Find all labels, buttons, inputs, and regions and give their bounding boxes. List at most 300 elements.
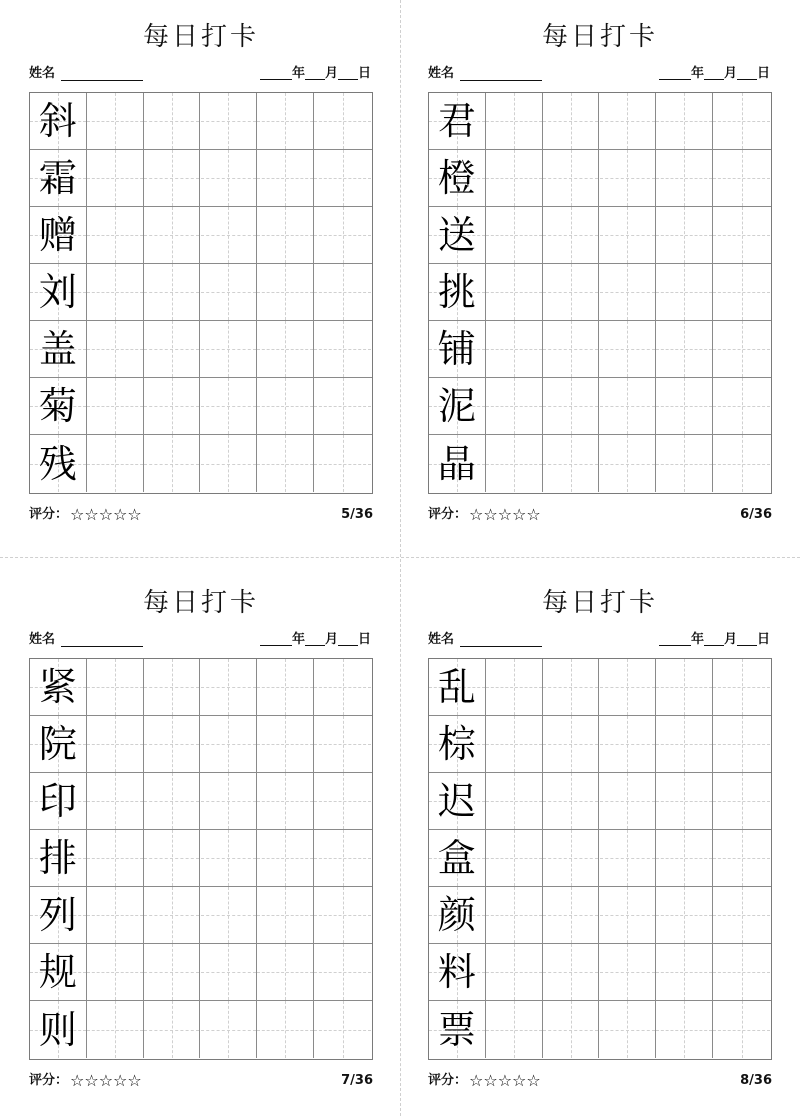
grid-row bbox=[429, 944, 771, 1001]
star-icon[interactable]: ☆ bbox=[526, 1071, 541, 1090]
practice-cell[interactable] bbox=[257, 321, 314, 377]
grid-row bbox=[429, 93, 771, 150]
month-field[interactable] bbox=[704, 645, 724, 646]
model-character: 颜 bbox=[437, 893, 476, 937]
practice-cell[interactable] bbox=[486, 773, 543, 829]
practice-cell[interactable] bbox=[257, 773, 314, 829]
practice-cell[interactable] bbox=[257, 378, 314, 434]
practice-cell[interactable] bbox=[486, 716, 543, 772]
model-character: 橙 bbox=[437, 156, 476, 200]
guide-line-vertical bbox=[343, 93, 344, 149]
practice-cell[interactable] bbox=[543, 207, 600, 263]
grid-row bbox=[429, 1001, 771, 1058]
practice-cell[interactable] bbox=[713, 659, 770, 715]
practice-cell[interactable] bbox=[600, 716, 657, 772]
practice-card bbox=[29, 566, 373, 1090]
practice-cell[interactable] bbox=[201, 944, 258, 1000]
practice-cell[interactable] bbox=[486, 207, 543, 263]
practice-cell[interactable] bbox=[486, 659, 543, 715]
practice-cell[interactable] bbox=[713, 830, 770, 886]
guide-line-vertical bbox=[172, 321, 173, 377]
grid-row bbox=[429, 773, 771, 830]
practice-cell[interactable] bbox=[314, 659, 371, 715]
practice-cell[interactable] bbox=[713, 150, 770, 206]
practice-cell[interactable] bbox=[486, 378, 543, 434]
practice-cell[interactable] bbox=[201, 150, 258, 206]
guide-line-vertical bbox=[742, 378, 743, 434]
model-character-cell bbox=[429, 207, 486, 263]
guide-line-vertical bbox=[285, 1001, 286, 1058]
model-character-cell bbox=[30, 378, 87, 434]
rating-stars[interactable] bbox=[469, 506, 541, 524]
practice-cell[interactable] bbox=[144, 716, 201, 772]
practice-cell[interactable] bbox=[257, 93, 314, 149]
day-label: 日 bbox=[756, 66, 770, 81]
practice-cell[interactable] bbox=[713, 321, 770, 377]
name-field[interactable] bbox=[61, 646, 143, 647]
practice-cell[interactable] bbox=[144, 1001, 201, 1058]
star-icon[interactable]: ☆ bbox=[497, 505, 513, 524]
score-label: 评分： bbox=[29, 507, 69, 522]
practice-cell[interactable] bbox=[87, 716, 144, 772]
practice-cell[interactable] bbox=[314, 435, 371, 492]
practice-cell[interactable] bbox=[144, 207, 201, 263]
guide-line-vertical bbox=[627, 435, 628, 492]
practice-cell[interactable] bbox=[486, 887, 543, 943]
writing-grid bbox=[29, 92, 373, 494]
practice-cell[interactable] bbox=[144, 321, 201, 377]
practice-cell[interactable] bbox=[486, 93, 543, 149]
practice-cell[interactable] bbox=[486, 321, 543, 377]
model-character-cell bbox=[429, 887, 486, 943]
guide-line-vertical bbox=[571, 773, 572, 829]
name-field[interactable] bbox=[61, 80, 143, 81]
day-field[interactable] bbox=[737, 79, 757, 80]
practice-cell[interactable] bbox=[201, 378, 258, 434]
guide-line-vertical bbox=[514, 773, 515, 829]
practice-cell[interactable] bbox=[543, 435, 600, 492]
guide-line-vertical bbox=[571, 944, 572, 1000]
practice-cell[interactable] bbox=[87, 93, 144, 149]
practice-cell[interactable] bbox=[486, 944, 543, 1000]
practice-cell[interactable] bbox=[87, 321, 144, 377]
practice-cell[interactable] bbox=[201, 887, 258, 943]
model-character: 票 bbox=[437, 1007, 476, 1052]
model-character: 迟 bbox=[437, 779, 476, 823]
model-character: 赠 bbox=[38, 213, 77, 257]
month-field[interactable] bbox=[305, 645, 325, 646]
guide-line-vertical bbox=[343, 659, 344, 715]
practice-cell[interactable] bbox=[600, 887, 657, 943]
month-field[interactable] bbox=[305, 79, 325, 80]
star-icon[interactable]: ☆ bbox=[70, 505, 85, 524]
model-character-cell bbox=[429, 773, 486, 829]
practice-cell[interactable] bbox=[87, 944, 144, 1000]
practice-cell[interactable] bbox=[87, 887, 144, 943]
day-label: 日 bbox=[357, 632, 371, 647]
practice-cell[interactable] bbox=[656, 93, 713, 149]
year-field[interactable] bbox=[659, 79, 691, 80]
practice-cell[interactable] bbox=[144, 773, 201, 829]
score-label: 评分： bbox=[29, 1073, 69, 1088]
practice-cell[interactable] bbox=[201, 716, 258, 772]
practice-cell[interactable] bbox=[543, 1001, 600, 1058]
practice-cell[interactable] bbox=[600, 944, 657, 1000]
practice-cell[interactable] bbox=[600, 773, 657, 829]
practice-cell[interactable] bbox=[656, 887, 713, 943]
guide-line-vertical bbox=[742, 830, 743, 886]
practice-cell[interactable] bbox=[257, 1001, 314, 1058]
guide-line-vertical bbox=[172, 264, 173, 320]
rating-stars[interactable] bbox=[70, 506, 142, 524]
model-character-cell bbox=[30, 1001, 87, 1058]
name-field[interactable] bbox=[460, 80, 542, 81]
guide-line-vertical bbox=[285, 944, 286, 1000]
practice-cell[interactable] bbox=[543, 378, 600, 434]
date-row bbox=[260, 632, 371, 648]
guide-line-vertical bbox=[627, 264, 628, 320]
grid-row bbox=[30, 716, 372, 773]
guide-line-vertical bbox=[172, 150, 173, 206]
practice-cell[interactable] bbox=[201, 321, 258, 377]
model-character-cell bbox=[429, 944, 486, 1000]
practice-cell[interactable] bbox=[713, 773, 770, 829]
practice-cell[interactable] bbox=[600, 207, 657, 263]
practice-cell[interactable] bbox=[201, 659, 258, 715]
star-icon[interactable]: ☆ bbox=[127, 1071, 142, 1090]
practice-cell[interactable] bbox=[201, 773, 258, 829]
practice-cell[interactable] bbox=[144, 378, 201, 434]
guide-line-vertical bbox=[742, 207, 743, 263]
practice-cell[interactable] bbox=[713, 264, 770, 320]
model-character: 送 bbox=[437, 213, 476, 257]
practice-cell[interactable] bbox=[543, 716, 600, 772]
model-character-cell bbox=[30, 887, 87, 943]
practice-cell[interactable] bbox=[144, 93, 201, 149]
star-icon[interactable]: ☆ bbox=[483, 505, 498, 524]
practice-cell[interactable] bbox=[543, 773, 600, 829]
practice-cell[interactable] bbox=[144, 830, 201, 886]
guide-line-vertical bbox=[172, 93, 173, 149]
practice-cell[interactable] bbox=[656, 716, 713, 772]
guide-line-vertical bbox=[627, 378, 628, 434]
practice-cell[interactable] bbox=[201, 93, 258, 149]
guide-line-vertical bbox=[343, 264, 344, 320]
guide-line-vertical bbox=[684, 207, 685, 263]
practice-cell[interactable] bbox=[257, 887, 314, 943]
practice-cell[interactable] bbox=[87, 1001, 144, 1058]
practice-cell[interactable] bbox=[656, 1001, 713, 1058]
practice-cell[interactable] bbox=[257, 716, 314, 772]
practice-cell[interactable] bbox=[656, 378, 713, 434]
grid-row bbox=[30, 264, 372, 321]
guide-line-vertical bbox=[742, 659, 743, 715]
practice-cell[interactable] bbox=[543, 944, 600, 1000]
practice-cell[interactable] bbox=[600, 264, 657, 320]
practice-cell[interactable] bbox=[486, 1001, 543, 1058]
year-field[interactable] bbox=[260, 645, 292, 646]
day-label: 日 bbox=[357, 66, 371, 81]
guide-line-vertical bbox=[228, 830, 229, 886]
guide-line-vertical bbox=[343, 1001, 344, 1058]
practice-cell[interactable] bbox=[656, 830, 713, 886]
rating-stars[interactable] bbox=[70, 1072, 142, 1090]
guide-line-vertical bbox=[343, 887, 344, 943]
model-character: 挑 bbox=[437, 270, 476, 314]
practice-cell[interactable] bbox=[314, 207, 371, 263]
guide-line-vertical bbox=[228, 944, 229, 1000]
practice-cell[interactable] bbox=[486, 830, 543, 886]
practice-cell[interactable] bbox=[257, 264, 314, 320]
guide-line-vertical bbox=[115, 150, 116, 206]
guide-line-vertical bbox=[571, 150, 572, 206]
star-icon[interactable]: ☆ bbox=[512, 505, 527, 524]
guide-line-vertical bbox=[627, 93, 628, 149]
practice-cell[interactable] bbox=[314, 93, 371, 149]
grid-row bbox=[30, 944, 372, 1001]
guide-line-vertical bbox=[514, 321, 515, 377]
practice-cell[interactable] bbox=[144, 659, 201, 715]
star-icon[interactable]: ☆ bbox=[483, 1071, 498, 1090]
star-icon[interactable]: ☆ bbox=[98, 505, 114, 524]
guide-line-vertical bbox=[228, 659, 229, 715]
star-icon[interactable]: ☆ bbox=[469, 505, 484, 524]
model-character-cell bbox=[30, 773, 87, 829]
practice-cell[interactable] bbox=[314, 716, 371, 772]
practice-cell[interactable] bbox=[314, 887, 371, 943]
guide-line-vertical bbox=[684, 378, 685, 434]
practice-cell[interactable] bbox=[257, 435, 314, 492]
star-icon[interactable]: ☆ bbox=[512, 1071, 527, 1090]
guide-line-vertical bbox=[514, 944, 515, 1000]
practice-cell[interactable] bbox=[713, 887, 770, 943]
practice-cell[interactable] bbox=[87, 207, 144, 263]
practice-cell[interactable] bbox=[201, 830, 258, 886]
practice-cell[interactable] bbox=[600, 321, 657, 377]
practice-cell[interactable] bbox=[600, 93, 657, 149]
cut-line-horizontal bbox=[0, 557, 800, 558]
practice-cell[interactable] bbox=[201, 207, 258, 263]
practice-cell[interactable] bbox=[87, 773, 144, 829]
practice-cell[interactable] bbox=[314, 378, 371, 434]
model-character-cell bbox=[30, 321, 87, 377]
practice-cell[interactable] bbox=[600, 830, 657, 886]
guide-line-vertical bbox=[115, 264, 116, 320]
practice-cell[interactable] bbox=[543, 659, 600, 715]
practice-cell[interactable] bbox=[656, 150, 713, 206]
score-row bbox=[29, 1072, 142, 1090]
practice-cell[interactable] bbox=[543, 93, 600, 149]
practice-cell[interactable] bbox=[486, 150, 543, 206]
practice-cell[interactable] bbox=[314, 150, 371, 206]
guide-line-vertical bbox=[627, 321, 628, 377]
star-icon[interactable]: ☆ bbox=[113, 1071, 128, 1090]
guide-line-vertical bbox=[343, 150, 344, 206]
guide-line-vertical bbox=[742, 944, 743, 1000]
practice-cell[interactable] bbox=[656, 264, 713, 320]
guide-line-vertical bbox=[228, 321, 229, 377]
practice-cell[interactable] bbox=[543, 150, 600, 206]
guide-line-vertical bbox=[571, 830, 572, 886]
practice-cell[interactable] bbox=[713, 944, 770, 1000]
practice-cell[interactable] bbox=[257, 944, 314, 1000]
guide-line-vertical bbox=[684, 93, 685, 149]
practice-cell[interactable] bbox=[713, 378, 770, 434]
practice-cell[interactable] bbox=[314, 773, 371, 829]
practice-cell[interactable] bbox=[314, 944, 371, 1000]
practice-cell[interactable] bbox=[144, 264, 201, 320]
month-field[interactable] bbox=[704, 79, 724, 80]
year-label: 年 bbox=[291, 66, 305, 81]
practice-cell[interactable] bbox=[144, 887, 201, 943]
practice-cell[interactable] bbox=[543, 264, 600, 320]
day-field[interactable] bbox=[338, 79, 358, 80]
practice-cell[interactable] bbox=[713, 93, 770, 149]
guide-line-vertical bbox=[115, 830, 116, 886]
rating-stars[interactable] bbox=[469, 1072, 541, 1090]
practice-cell[interactable] bbox=[201, 435, 258, 492]
guide-line-vertical bbox=[285, 887, 286, 943]
star-icon[interactable]: ☆ bbox=[113, 505, 128, 524]
model-character: 棕 bbox=[437, 722, 476, 766]
practice-cell[interactable] bbox=[543, 887, 600, 943]
name-label: 姓名 bbox=[428, 632, 455, 647]
practice-cell[interactable] bbox=[87, 150, 144, 206]
month-label: 月 bbox=[723, 66, 737, 81]
guide-line-vertical bbox=[285, 378, 286, 434]
guide-line-vertical bbox=[571, 93, 572, 149]
practice-cell[interactable] bbox=[656, 944, 713, 1000]
guide-line-vertical bbox=[627, 887, 628, 943]
grid-row bbox=[30, 1001, 372, 1058]
star-icon[interactable]: ☆ bbox=[469, 1071, 484, 1090]
star-icon[interactable]: ☆ bbox=[98, 1071, 114, 1090]
card-title: 每日打卡 bbox=[142, 588, 259, 618]
practice-cell[interactable] bbox=[600, 378, 657, 434]
grid-row bbox=[30, 887, 372, 944]
practice-cell[interactable] bbox=[314, 321, 371, 377]
name-field[interactable] bbox=[460, 646, 542, 647]
practice-cell[interactable] bbox=[87, 378, 144, 434]
practice-cell[interactable] bbox=[87, 830, 144, 886]
guide-line-vertical bbox=[742, 93, 743, 149]
practice-cell[interactable] bbox=[257, 659, 314, 715]
practice-cell[interactable] bbox=[713, 207, 770, 263]
guide-line-vertical bbox=[742, 264, 743, 320]
practice-cell[interactable] bbox=[713, 1001, 770, 1058]
practice-cell[interactable] bbox=[543, 321, 600, 377]
model-character: 院 bbox=[38, 722, 77, 766]
practice-cell[interactable] bbox=[314, 1001, 371, 1058]
grid-row bbox=[30, 378, 372, 435]
guide-line-vertical bbox=[514, 264, 515, 320]
guide-line-vertical bbox=[228, 264, 229, 320]
guide-line-vertical bbox=[514, 1001, 515, 1058]
guide-line-vertical bbox=[115, 435, 116, 492]
guide-line-vertical bbox=[285, 773, 286, 829]
practice-cell[interactable] bbox=[656, 773, 713, 829]
practice-cell[interactable] bbox=[656, 321, 713, 377]
practice-cell[interactable] bbox=[257, 207, 314, 263]
practice-cell[interactable] bbox=[87, 435, 144, 492]
practice-cell[interactable] bbox=[656, 435, 713, 492]
practice-cell[interactable] bbox=[600, 1001, 657, 1058]
practice-cell[interactable] bbox=[600, 150, 657, 206]
practice-cell[interactable] bbox=[201, 1001, 258, 1058]
practice-cell[interactable] bbox=[314, 830, 371, 886]
practice-cell[interactable] bbox=[656, 659, 713, 715]
practice-cell[interactable] bbox=[144, 944, 201, 1000]
model-character: 晶 bbox=[437, 441, 476, 486]
guide-line-vertical bbox=[115, 378, 116, 434]
model-character-cell bbox=[429, 435, 486, 492]
day-field[interactable] bbox=[737, 645, 757, 646]
model-character-cell bbox=[429, 264, 486, 320]
grid-row bbox=[30, 207, 372, 264]
year-field[interactable] bbox=[659, 645, 691, 646]
practice-cell[interactable] bbox=[486, 264, 543, 320]
grid-row bbox=[429, 264, 771, 321]
guide-line-vertical bbox=[627, 830, 628, 886]
star-icon[interactable]: ☆ bbox=[127, 505, 142, 524]
star-icon[interactable]: ☆ bbox=[84, 505, 99, 524]
star-icon[interactable]: ☆ bbox=[84, 1071, 99, 1090]
model-character-cell bbox=[429, 716, 486, 772]
grid-row bbox=[429, 716, 771, 773]
practice-cell[interactable] bbox=[314, 264, 371, 320]
guide-line-vertical bbox=[228, 150, 229, 206]
practice-cell[interactable] bbox=[600, 659, 657, 715]
date-row bbox=[659, 66, 770, 82]
practice-cell[interactable] bbox=[713, 435, 770, 492]
guide-line-vertical bbox=[627, 716, 628, 772]
practice-cell[interactable] bbox=[257, 830, 314, 886]
score-row bbox=[29, 506, 142, 524]
practice-cell[interactable] bbox=[656, 207, 713, 263]
day-label: 日 bbox=[756, 632, 770, 647]
guide-line-vertical bbox=[684, 1001, 685, 1058]
model-character-cell bbox=[429, 321, 486, 377]
guide-line-vertical bbox=[514, 150, 515, 206]
star-icon[interactable]: ☆ bbox=[70, 1071, 85, 1090]
practice-cell[interactable] bbox=[257, 150, 314, 206]
practice-cell[interactable] bbox=[543, 830, 600, 886]
practice-cell[interactable] bbox=[87, 659, 144, 715]
year-field[interactable] bbox=[260, 79, 292, 80]
star-icon[interactable]: ☆ bbox=[526, 505, 541, 524]
practice-card bbox=[428, 566, 772, 1090]
practice-cell[interactable] bbox=[486, 435, 543, 492]
guide-line-vertical bbox=[514, 659, 515, 715]
star-icon[interactable]: ☆ bbox=[497, 1071, 513, 1090]
model-character-cell bbox=[30, 207, 87, 263]
practice-cell[interactable] bbox=[600, 435, 657, 492]
month-label: 月 bbox=[723, 632, 737, 647]
day-field[interactable] bbox=[338, 645, 358, 646]
practice-cell[interactable] bbox=[144, 435, 201, 492]
guide-line-vertical bbox=[571, 207, 572, 263]
guide-line-vertical bbox=[343, 830, 344, 886]
practice-cell[interactable] bbox=[201, 264, 258, 320]
practice-cell[interactable] bbox=[713, 716, 770, 772]
practice-cell[interactable] bbox=[87, 264, 144, 320]
model-character-cell bbox=[429, 1001, 486, 1058]
practice-cell[interactable] bbox=[144, 150, 201, 206]
grid-row bbox=[30, 150, 372, 207]
card-title: 每日打卡 bbox=[142, 22, 259, 52]
name-label: 姓名 bbox=[29, 66, 56, 81]
guide-line-vertical bbox=[684, 321, 685, 377]
